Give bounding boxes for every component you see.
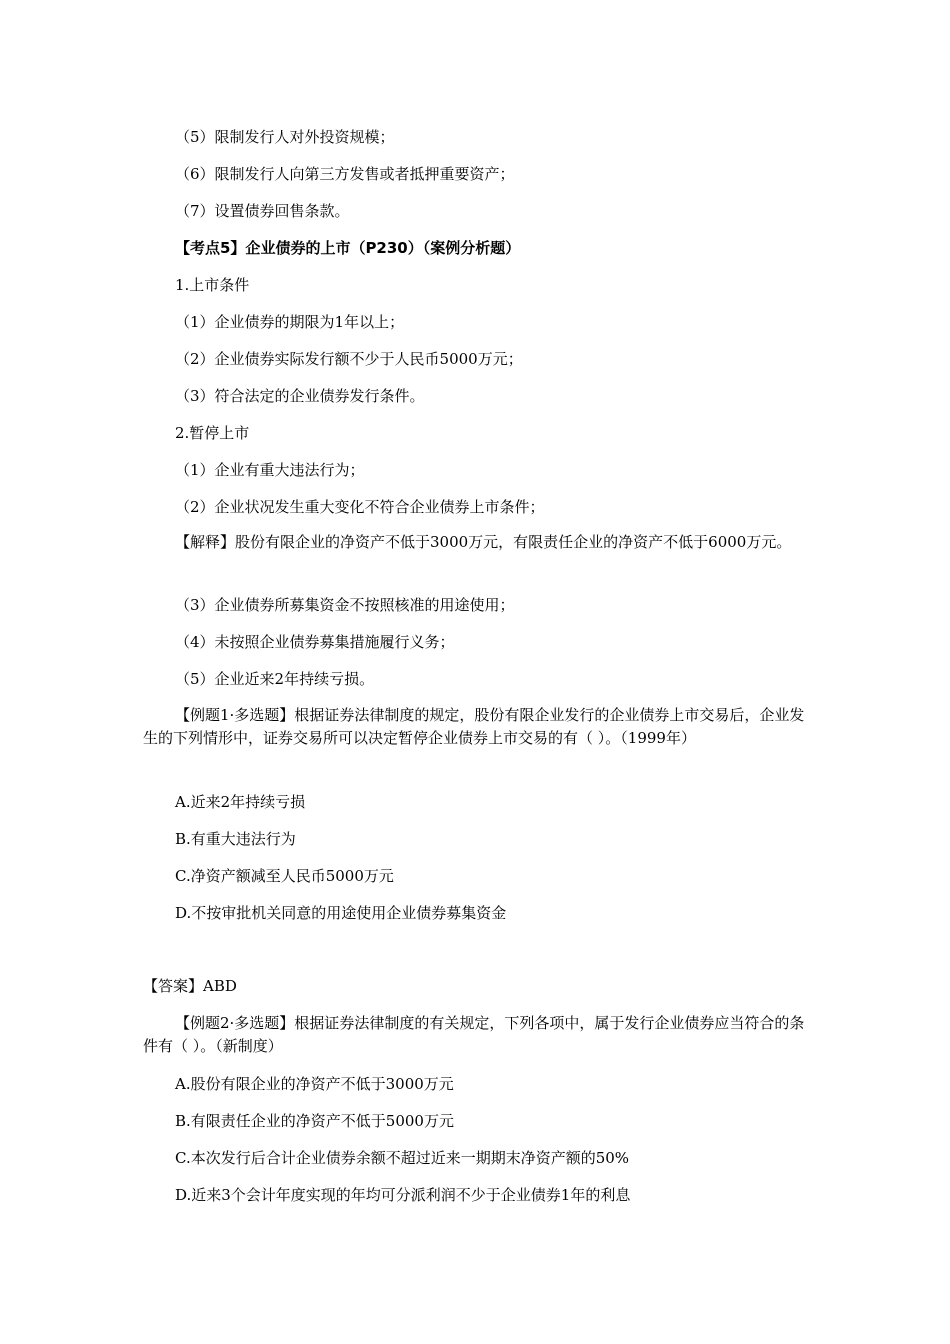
example-1-option-d: D.不按审批机关同意的用途使用企业债券募集资金 [175, 904, 507, 922]
example-1-question: 【例题1·多选题】根据证券法律制度的规定，股份有限企业发行的企业债券上市交易后，企业发生的下列情形中，证券交易所可以决定暂停企业债券上市交易的有（ ）。（1999年） [143, 706, 805, 747]
example-2-question: 【例题2·多选题】根据证券法律制度的有关规定，下列各项中，属于发行企业债券应当符合的条件有（ ）。（新制度） [143, 1014, 805, 1055]
example-2-option-a: A.股份有限企业的净资产不低于3000万元 [175, 1075, 454, 1093]
item-6: （6）限制发行人向第三方发售或者抵押重要资产； [175, 165, 515, 183]
subheading-suspension: 2.暂停上市 [175, 424, 250, 442]
condition-2: （2）企业债券实际发行额不少于人民币5000万元； [175, 350, 523, 368]
subheading-listing-conditions: 1.上市条件 [175, 276, 250, 294]
suspension-4: （4）未按照企业债券募集措施履行义务； [175, 633, 455, 651]
example-2-option-b: B.有限责任企业的净资产不低于5000万元 [175, 1112, 454, 1130]
explanation-paragraph: 【解释】股份有限企业的净资产不低于3000万元，有限责任企业的净资产不低于6000万元。 [175, 533, 792, 551]
example-2-option-c: C.本次发行后合计企业债券余额不超过近来一期期末净资产额的50% [175, 1149, 630, 1167]
example-1-option-a: A.近来2年持续亏损 [175, 793, 306, 811]
example-1-option-c: C.净资产额减至人民币5000万元 [175, 867, 394, 885]
example-1-answer: 【答案】ABD [143, 977, 237, 995]
example-2-option-d: D.近来3个会计年度实现的年均可分派利润不少于企业债券1年的利息 [175, 1186, 631, 1204]
suspension-1: （1）企业有重大违法行为； [175, 461, 365, 479]
suspension-2: （2）企业状况发生重大变化不符合企业债券上市条件； [175, 498, 545, 516]
condition-1: （1）企业债券的期限为1年以上； [175, 313, 405, 331]
item-5: （5）限制发行人对外投资规模； [175, 128, 395, 146]
item-7: （7）设置债券回售条款。 [175, 202, 350, 220]
section-heading: 【考点5】企业债券的上市（P230）（案例分析题） [175, 239, 521, 257]
condition-3: （3）符合法定的企业债券发行条件。 [175, 387, 425, 405]
example-1-option-b: B.有重大违法行为 [175, 830, 296, 848]
suspension-3: （3）企业债券所募集资金不按照核准的用途使用； [175, 596, 515, 614]
suspension-5: （5）企业近来2年持续亏损。 [175, 670, 375, 688]
